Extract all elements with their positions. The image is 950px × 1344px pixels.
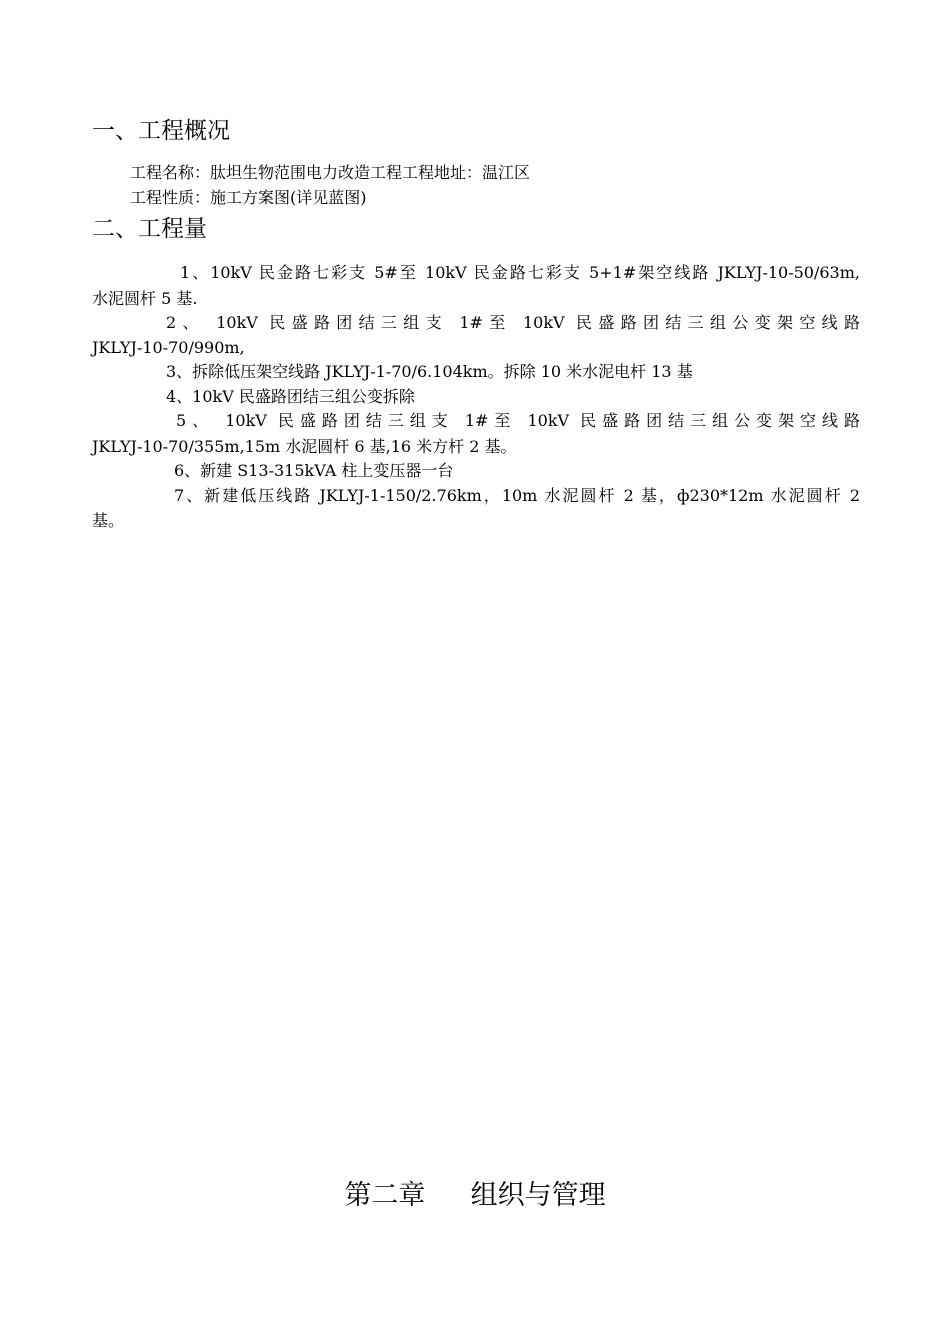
item-4: 4、10kV 民盛路团结三组公变拆除 xyxy=(166,387,415,406)
item-7-line-2: 基。 xyxy=(92,511,125,530)
item-5-line-2: JKLYJ-10-70/355m,15m 水泥圆杆 6 基,16 米方杆 2 基。 xyxy=(92,437,517,456)
item-1-line-1: 1、10kV 民金路七彩支 5#至 10kV 民金路七彩支 5+1#架空线路 JKLYJ-10-50/63m, xyxy=(180,263,860,282)
item-7-line-1: 7、新建低压线路 JKLYJ-1-150/2.76km，10m 水泥圆杆 2 基，ф230*12m 水泥圆杆 2 xyxy=(174,486,860,505)
project-nature-line: 工程性质：施工方案图(详见蓝图) xyxy=(130,188,367,207)
chapter-title: 第二章 组织与管理 xyxy=(344,1180,606,1211)
project-name-line: 工程名称：肽坦生物范围电力改造工程工程地址：温江区 xyxy=(130,163,531,182)
item-3: 3、拆除低压架空线路 JKLYJ-1-70/6.104km。拆除 10 米水泥电杆 13 基 xyxy=(166,362,693,381)
item-2-line-1: 2、 10kV 民盛路团结三组支 1#至 10kV 民盛路团结三组公变架空线路 xyxy=(166,313,860,332)
section-heading-quantities: 二、工程量 xyxy=(92,216,207,242)
item-1-line-2: 水泥圆杆 5 基. xyxy=(92,289,198,308)
item-5-line-1: 5、 10kV 民盛路团结三组支 1#至 10kV 民盛路团结三组公变架空线路 xyxy=(176,411,860,430)
section-heading-overview: 一、工程概况 xyxy=(92,118,230,144)
item-6: 6、新建 S13-315kVA 柱上变压器一台 xyxy=(174,461,454,480)
item-2-line-2: JKLYJ-10-70/990m, xyxy=(92,338,245,357)
